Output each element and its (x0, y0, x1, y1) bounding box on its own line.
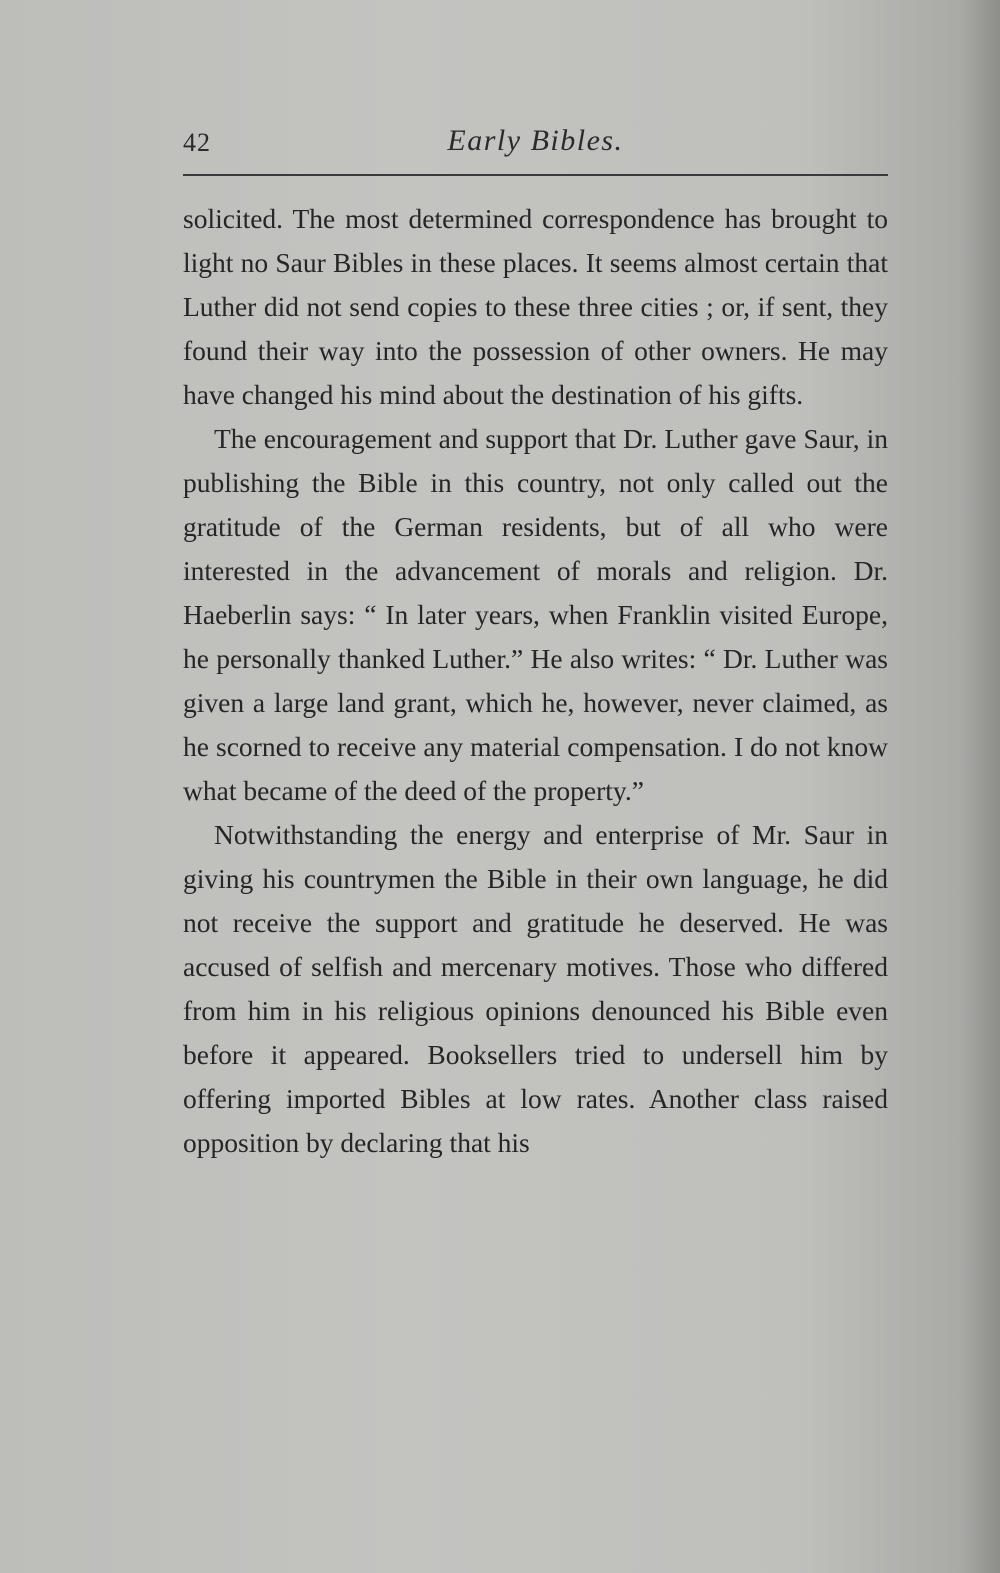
paragraph-1: solicited. The most determined correspondence has brought to light no Saur Bibles in these places. It seems almost certain that Luther did not send copies to these three cities ; or, if sent, they found their way into the possession of other owners. He may have changed his mind about the destination of his gifts. (183, 203, 888, 410)
page-number: 42 (183, 128, 211, 157)
paragraph-3: Notwithstanding the energy and enterprise of Mr. Saur in giving his countrymen the Bible in their own language, he did not receive the support and gratitude he deserved. He was accused of selfish and mercenary motives. Those who differed from him in his religious opinions denounced his Bible even before it appeared. Booksellers tried to undersell him by offering imported Bibles at low rates. Another class raised opposition by declaring that his (183, 819, 888, 1158)
running-head (183, 120, 888, 164)
body-text (183, 197, 888, 1165)
running-title: Early Bibles. (447, 124, 624, 157)
header-rule (183, 174, 888, 176)
paragraph-2: The encouragement and support that Dr. Luther gave Saur, in publishing the Bible in this country, not only called out the gratitude of the German residents, but of all who were interested in the advancement of morals and religion. Dr. Haeberlin says: “ In later years, when Franklin visited Europe, he personally thanked Luther.” He also writes: “ Dr. Luther was given a large land grant, which he, however, never claimed, as he scorned to receive any material compensation. I do not know what became of the deed of the property.” (183, 423, 888, 806)
